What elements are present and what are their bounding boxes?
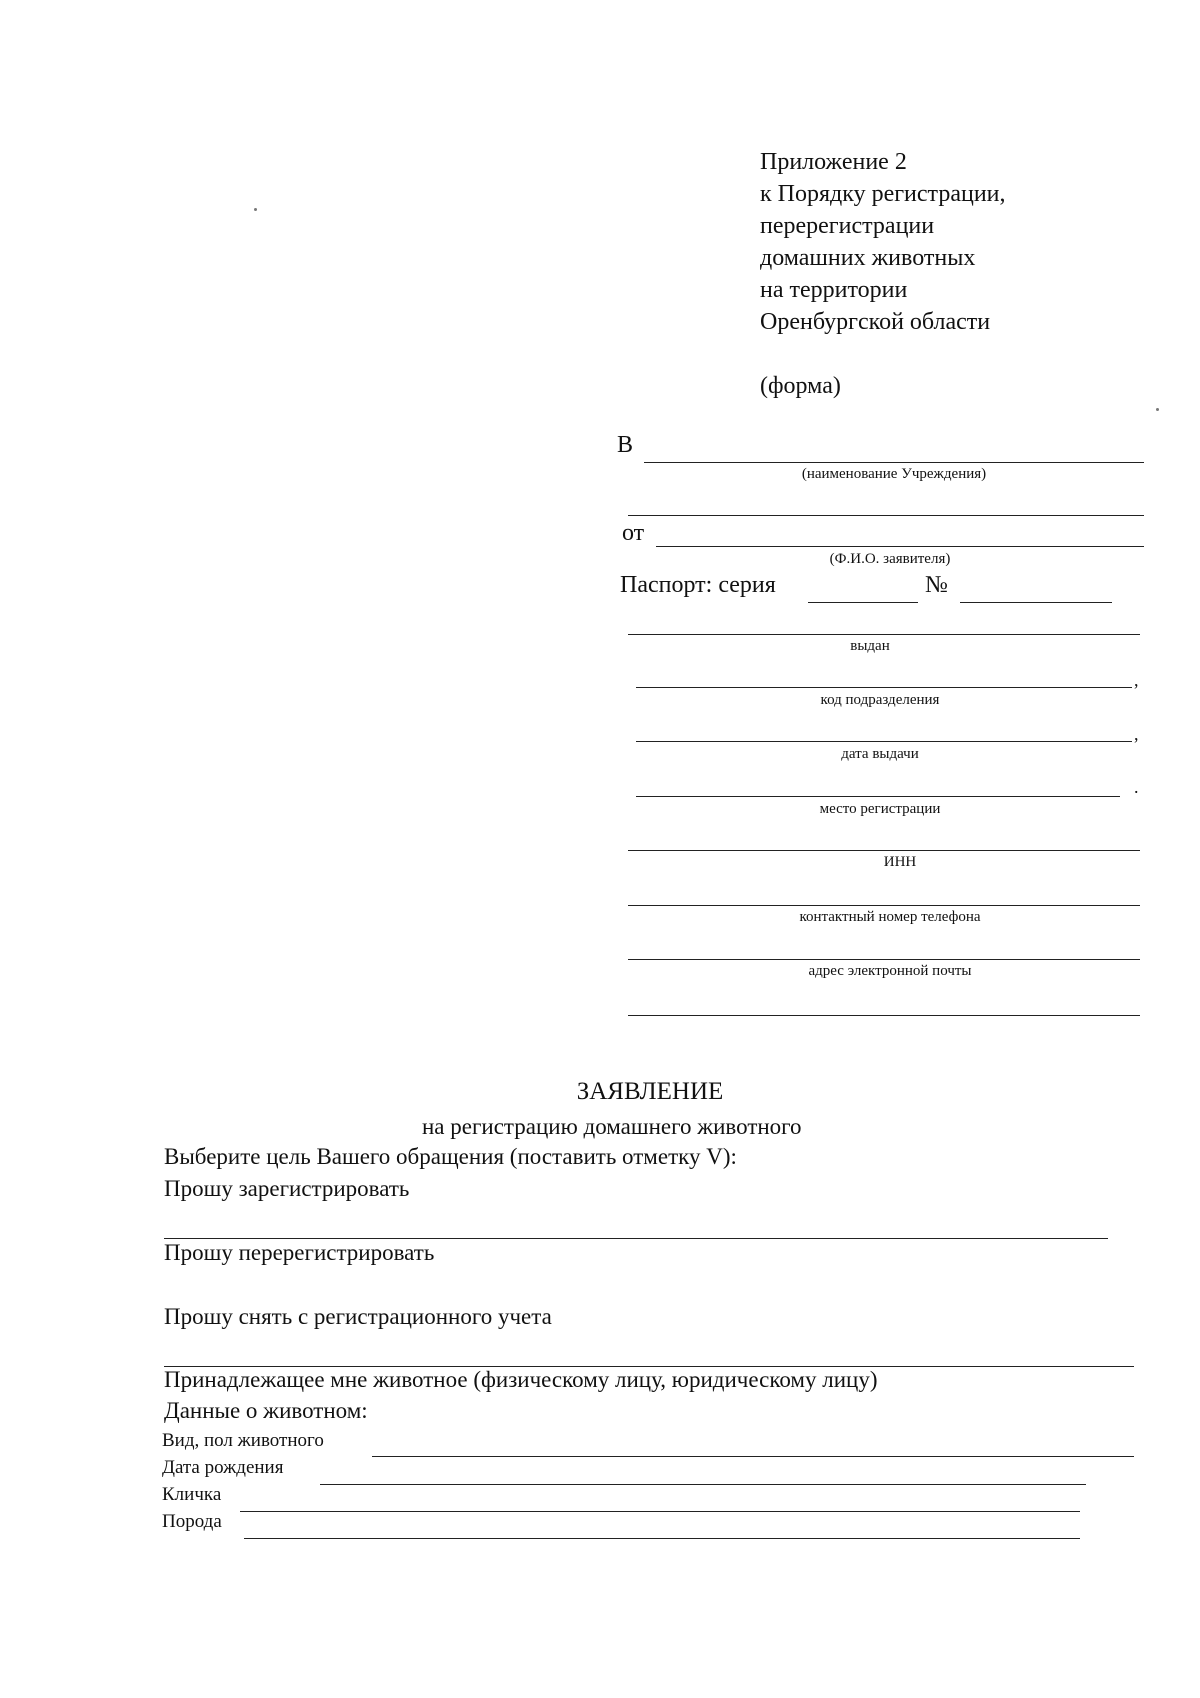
to-prefix: В bbox=[617, 432, 634, 458]
passport-series-field[interactable] bbox=[808, 602, 918, 603]
option-reregister[interactable]: Прошу перерегистрировать bbox=[164, 1240, 435, 1265]
appendix-line-6: Оренбургской области bbox=[760, 309, 991, 335]
animal-name-label: Кличка bbox=[162, 1484, 222, 1505]
animal-data-heading: Данные о животном: bbox=[164, 1398, 368, 1423]
issue-date-field[interactable] bbox=[636, 741, 1132, 742]
phone-caption: контактный номер телефона bbox=[799, 909, 981, 925]
option-register[interactable]: Прошу зарегистрировать bbox=[164, 1176, 410, 1201]
applicant-name-field[interactable] bbox=[656, 546, 1144, 547]
email-caption: адрес электронной почты bbox=[808, 963, 972, 979]
appendix-line-2: к Порядку регистрации, bbox=[760, 181, 1006, 207]
registration-place-caption: место регистрации bbox=[819, 801, 941, 817]
option-register-underline bbox=[164, 1238, 1108, 1239]
option-deregister[interactable]: Прошу снять с регистрационного учета bbox=[164, 1304, 552, 1329]
choose-purpose-label: Выберите цель Вашего обращения (поставить отметку V): bbox=[164, 1144, 737, 1169]
issue-date-comma: , bbox=[1134, 724, 1139, 744]
issue-date-caption: дата выдачи bbox=[841, 746, 919, 762]
scan-speck bbox=[1156, 408, 1159, 411]
appendix-line-1: Приложение 2 bbox=[760, 149, 907, 175]
issued-by-caption: выдан bbox=[850, 638, 890, 654]
division-code-comma: , bbox=[1134, 670, 1139, 690]
species-sex-field[interactable] bbox=[372, 1456, 1134, 1457]
division-code-caption: код подразделения bbox=[820, 692, 940, 708]
appendix-header bbox=[760, 146, 1006, 338]
appendix-line-4: домашних животных bbox=[760, 245, 976, 271]
form-label: (форма) bbox=[760, 373, 841, 399]
appendix-line-5: на территории bbox=[760, 277, 908, 303]
statement-title: ЗАЯВЛЕНИЕ bbox=[576, 1078, 724, 1105]
inn-field[interactable] bbox=[628, 850, 1140, 851]
passport-number-field[interactable] bbox=[960, 602, 1112, 603]
birth-date-label: Дата рождения bbox=[162, 1457, 284, 1478]
scan-speck bbox=[254, 208, 257, 211]
breed-label: Порода bbox=[162, 1511, 222, 1532]
institution-field-line-2[interactable] bbox=[628, 515, 1144, 516]
animal-name-field[interactable] bbox=[240, 1511, 1080, 1512]
registration-place-field[interactable] bbox=[636, 796, 1120, 797]
division-code-field[interactable] bbox=[636, 687, 1132, 688]
breed-field[interactable] bbox=[244, 1538, 1080, 1539]
species-sex-label: Вид, пол животного bbox=[162, 1430, 324, 1451]
institution-caption: (наименование Учреждения) bbox=[801, 466, 987, 482]
appendix-line-3: перерегистрации bbox=[760, 213, 935, 239]
issued-by-field[interactable] bbox=[628, 634, 1140, 635]
statement-subtitle: на регистрацию домашнего животного bbox=[422, 1114, 802, 1139]
phone-field[interactable] bbox=[628, 905, 1140, 906]
inn-caption: ИНН bbox=[883, 854, 917, 870]
applicant-name-caption: (Ф.И.О. заявителя) bbox=[829, 551, 951, 567]
institution-field[interactable] bbox=[644, 462, 1144, 463]
passport-label: Паспорт: серия bbox=[620, 572, 776, 598]
email-field-line-2[interactable] bbox=[628, 1015, 1140, 1016]
belonging-statement: Принадлежащее мне животное (физическому лицу, юридическому лицу) bbox=[164, 1367, 878, 1392]
from-prefix: от bbox=[622, 520, 645, 546]
registration-place-period: . bbox=[1134, 777, 1139, 797]
email-field[interactable] bbox=[628, 959, 1140, 960]
birth-date-field[interactable] bbox=[320, 1484, 1086, 1485]
passport-number-sign: № bbox=[925, 572, 948, 598]
